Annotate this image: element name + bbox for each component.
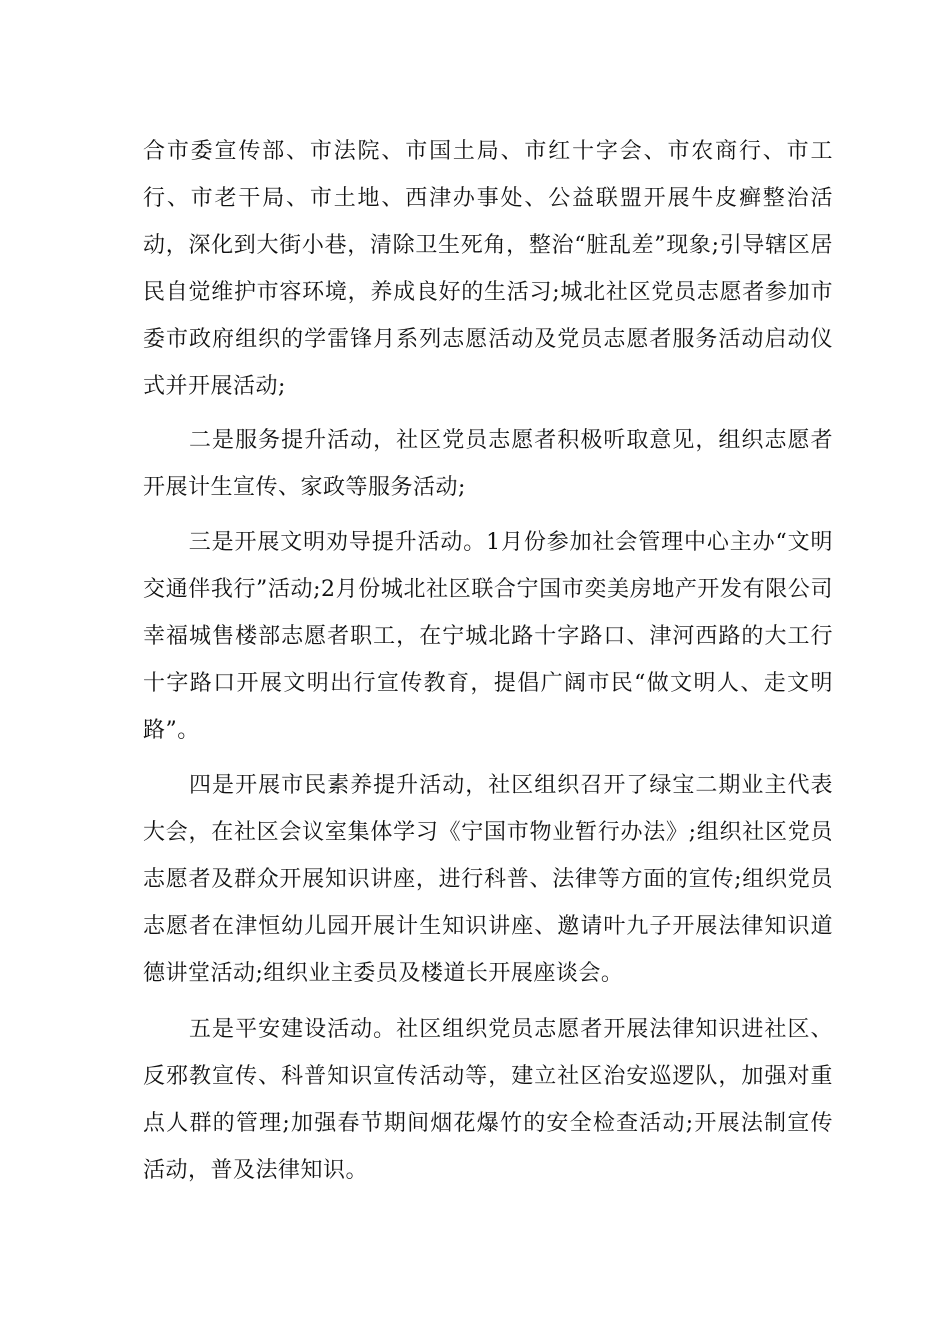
paragraph-civility-campaign: 三是开展文明劝导提升活动。1月份参加社会管理中心主办“文明交通伴我行”活动;2月份城北社区联合宁国市奕美房地产开发有限公司幸福城售楼部志愿者职工，在宁城北路十字路口、津河西路的大工行十字路口开展文明出行宣传教育，提倡广阔市民“做文明人、走文明路”。	[143, 530, 833, 743]
document-body	[143, 128, 833, 1194]
paragraph-service-upgrade: 二是服务提升活动，社区党员志愿者积极听取意见，组织志愿者开展计生宣传、家政等服务活动;	[143, 428, 833, 500]
paragraph-continuation: 合市委宣传部、市法院、市国土局、市红十字会、市农商行、市工行、市老干局、市土地、西津办事处、公益联盟开展牛皮癣整治活动，深化到大街小巷，清除卫生死角，整治“脏乱差”现象;引导辖区居民自觉维护市容环境，养成良好的生活习;城北社区党员志愿者参加市委市政府组织的学雷锋月系列志愿活动及党员志愿者服务活动启动仪式并开展活动;	[143, 139, 833, 399]
paragraph-citizen-quality: 四是开展市民素养提升活动，社区组织召开了绿宝二期业主代表大会，在社区会议室集体学习《宁国市物业暂行办法》;组织社区党员志愿者及群众开展知识讲座，进行科普、法律等方面的宣传;组织党员志愿者在津恒幼儿园开展计生知识讲座、邀请叶九子开展法律知识道德讲堂活动;组织业主委员及楼道长开展座谈会。	[143, 773, 833, 986]
paragraph-safety-building: 五是平安建设活动。社区组织党员志愿者开展法律知识进社区、反邪教宣传、科普知识宣传活动等，建立社区治安巡逻队，加强对重点人群的管理;加强春节期间烟花爆竹的安全检查活动;开展法制宣传活动，普及法律知识。	[143, 1017, 833, 1183]
